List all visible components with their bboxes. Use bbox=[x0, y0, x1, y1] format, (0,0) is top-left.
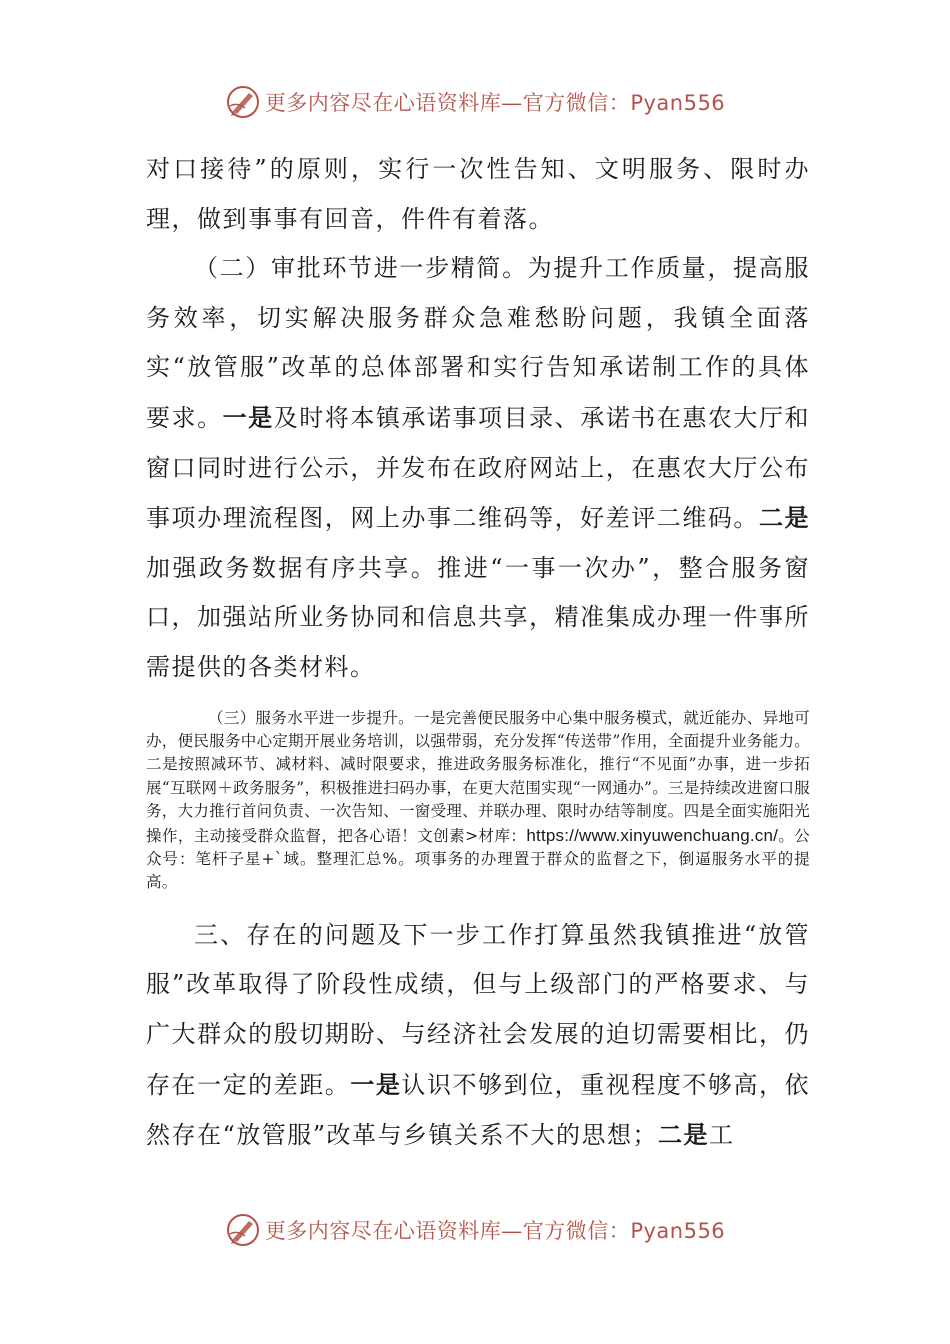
pen-logo-icon bbox=[225, 1212, 261, 1248]
paragraph-service-improvement: （三）服务水平进一步提升。一是完善便民服务中心集中服务模式，就近能办、异地可办，便民服务中心定期开展业务培训，以强带弱，充分发挥“传送带”作用，全面提升业务能力。二是按照减环节、减材料、减时限要求，推进政务服务标准化，推行“不见面”办事，进一步拓展“互联网＋政务服务”，积极推进扫码办事，在更大范围实现“一网通办”。三是持续改进窗口服务，大力推行首问负责、一次告知、一窗受理、并联办理、限时办结等制度。四是全面实施阳光操作，主动接受群众监督，把各心语！文创素>材库：https://www.xinyuwenchuang.cn/。公众号：笔杆子星+`域。整理汇总%。项事务的办理置于群众的监督之下，倒逼服务水平的提高。 bbox=[146, 708, 810, 892]
header-wechat-id: Pyan556 bbox=[630, 91, 726, 115]
paragraph-approval-streamlining: （二）审批环节进一步精简。为提升工作质量，提高服务效率，切实解决服务群众急难愁盼问题，我镇全面落实“放管服”改革的总体部署和实行告知承诺制工作的具体要求。一是及时将本镇承诺事项目录、承诺书在惠农大厅和窗口同时进行公示，并发布在政府网站上，在惠农大厅公布事项办理流程图，网上办事二维码等，好差评二维码。二是加强政务数据有序共享。推进“一事一次办”，整合服务窗口，加强站所业务协同和信息共享，精准集成办理一件事所需提供的各类材料。 bbox=[146, 254, 811, 681]
header-watermark-text: 更多内容尽在心语资料库—官方微信：Pyan556 bbox=[264, 91, 726, 115]
footer-watermark-text: 更多内容尽在心语资料库—官方微信：Pyan556 bbox=[264, 1219, 726, 1243]
header-watermark-banner bbox=[0, 82, 950, 122]
document-body bbox=[146, 145, 810, 1161]
emphasis-second: 二是 bbox=[658, 1120, 710, 1150]
emphasis-second: 二是 bbox=[758, 503, 811, 533]
footer-watermark-banner bbox=[0, 1210, 950, 1250]
source-url: https://www.xinyuwenchuang.cn/ bbox=[526, 825, 779, 845]
emphasis-first: 一是 bbox=[222, 402, 274, 432]
emphasis-first: 一是 bbox=[350, 1069, 402, 1099]
footer-wechat-id: Pyan556 bbox=[630, 1219, 726, 1243]
paragraph-continuation: 对口接待”的原则，实行一次性告知、文明服务、限时办理，做到事事有回音，件件有着落。 bbox=[146, 155, 810, 233]
paragraph-problems-next-steps: 三、存在的问题及下一步工作打算虽然我镇推进“放管服”改革取得了阶段性成绩，但与上级部门的严格要求、与广大群众的殷切期盼、与经济社会发展的迫切需要相比，仍存在一定的差距。一是认识不够到位，重视程度不够高，依然存在“放管服”改革与乡镇关系不大的思想；二是工 bbox=[146, 920, 811, 1150]
pen-logo-icon bbox=[225, 84, 261, 120]
